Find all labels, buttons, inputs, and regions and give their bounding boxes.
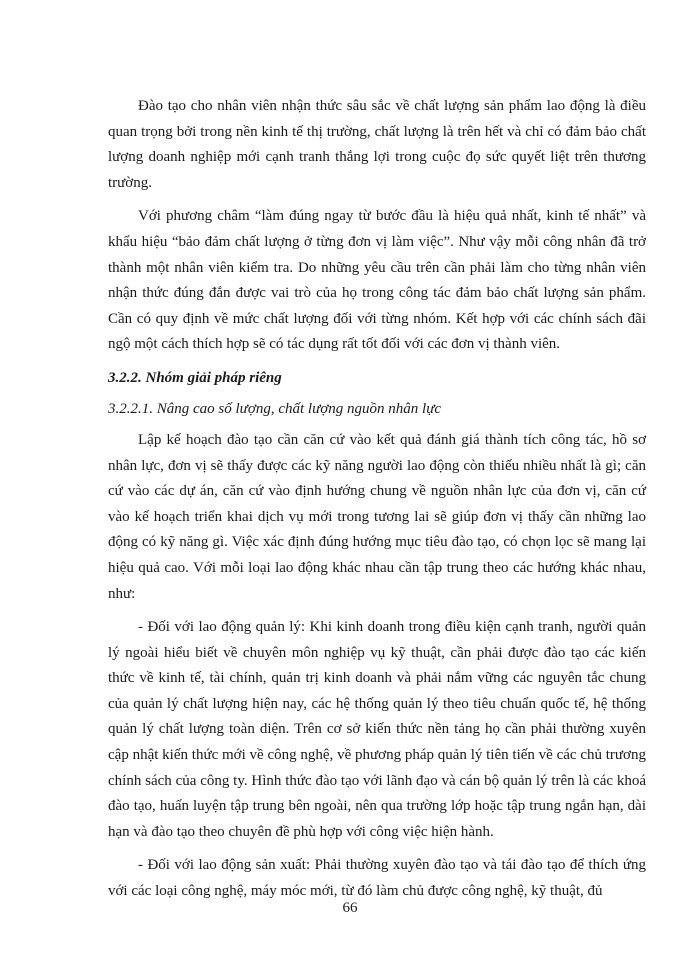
subsection-heading: 3.2.2.1. Nâng cao số lượng, chất lượng nguồn nhân lực [108, 400, 442, 417]
paragraph-production-staff: - Đối với lao động sản xuất: Phải thường xuyên đào tạo và tái đào tạo để thích ứng với các loại công nghệ, máy móc mới, từ đó làm chủ được công nghệ, kỹ thuật, đủ [108, 857, 646, 900]
paragraph-training-plan: Lập kế hoạch đào tạo cần căn cứ vào kết quả đánh giá thành tích công tác, hồ sơ nhân lực, đơn vị sẽ thấy được các kỹ năng người lao động còn thiếu nhiều nhất là gì; căn cứ vào các dự án, căn cứ vào định hướng chung về nguồn nhân lực của đơn vị, căn cứ vào kế hoạch triển khai dịch vụ mới trong tương lai sẽ giúp đơn vị thấy cần những lao động có kỹ năng gì. Việc xác định đúng hướng mục tiêu đào tạo, có chọn lọc sẽ mang lại hiệu quả cao. Với mỗi loại lao động khác nhau cần tập trung theo các hướng khác nhau, như: [108, 431, 646, 602]
section-heading: 3.2.2. Nhóm giải pháp riêng [108, 369, 282, 386]
paragraph-management-staff: - Đối với lao động quản lý: Khi kinh doanh trong điều kiện cạnh tranh, người quản lý ngoài hiểu biết về chuyên môn nghiệp vụ kỹ thuật, cần phải được đào tạo các kiến thức về kinh tế, tài chính, quản trị kinh doanh và phải nắm vững các nguyên tắc chung của quản lý chất lượng hiện nay, các hệ thống quản lý theo tiêu chuẩn quốc tế, hệ thống quản lý chất lượng toàn diện. Trên cơ sở kiến thức nền tảng họ cần phải thường xuyên cập nhật kiến thức mới về công nghệ, về phương pháp quản lý tiên tiến về các chủ trương chính sách của công ty. Hình thức đào tạo với lãnh đạo và cán bộ quản lý trên là các khoá đào tạo, huấn luyện tập trung bên ngoài, nên qua trường lớp hoặc tập trung ngắn hạn, dài hạn và đào tạo theo chuyên đề phù hợp với công việc hiện hành. [108, 619, 646, 840]
page-number: 66 [342, 900, 358, 916]
paragraph-quality-training: Đào tạo cho nhân viên nhận thức sâu sắc về chất lượng sản phẩm lao động là điều quan trọng bởi trong nền kinh tế thị trường, chất lượng là trên hết và chỉ có đảm bảo chất lượng doanh nghiệp mới cạnh tranh thắng lợi trong cuộc đọ sức quyết liệt trên thương trường. [108, 98, 646, 191]
paragraph-motto: Với phương châm “làm đúng ngay từ bước đầu là hiệu quả nhất, kinh tế nhất” và khẩu hiệu “bảo đảm chất lượng ở từng đơn vị làm việc”. Như vậy mỗi công nhân đã trở thành một nhân viên kiểm tra. Do những yêu cầu trên cần phải làm cho từng nhân viên nhận thức đúng đắn được vai trò của họ trong công tác đảm bảo chất lượng sản phẩm. Cần có quy định về mức chất lượng đối với từng nhóm. Kết hợp với các chính sách đãi ngộ một cách thích hợp sẽ có tác dụng rất tốt đối với các đơn vị thành viên. [108, 208, 646, 353]
page-content [108, 94, 646, 913]
